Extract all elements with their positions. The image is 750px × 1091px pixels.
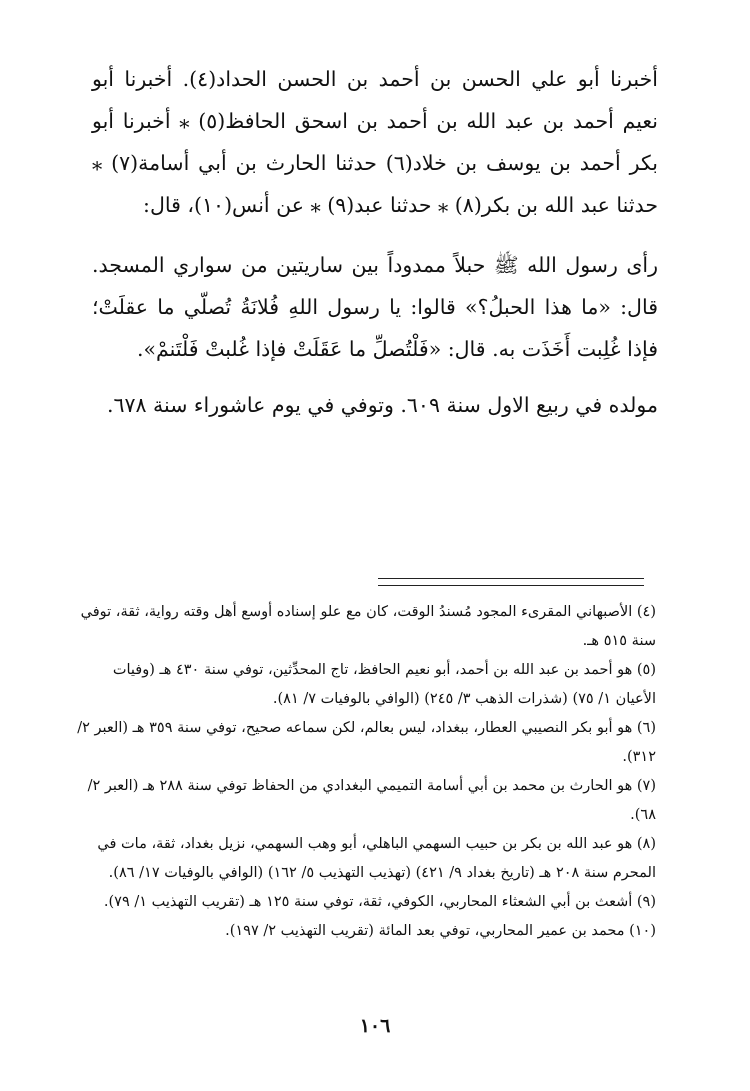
- biography-paragraph: مولده في ربيع الاول سنة ٦٠٩. وتوفي في يوم عاشوراء سنة ٦٧٨.: [106, 393, 658, 417]
- footnote-separator-bottom: [378, 585, 644, 586]
- hadith-paragraph: رأى رسول الله ﷺ حبلاً ممدوداً بين ساريتين من سواري المسجد. قال: «ما هذا الحبلُ؟» قالوا: يا رسول اللهِ فُلانَةُ تُصلّي ما عقلَتْ؛ فإذا غُلِبت أَخَذَت به. قال: «فَلْتُصلِّ ما عَقَلَتْ فإذا غُلبتْ فَلْتَنمْ».: [92, 253, 658, 361]
- page-number: ١٠٦: [359, 1015, 391, 1037]
- footnote-4: (٤) الأصبهاني المقرىء المجود مُسندُ الوقت، كان مع علو إسناده أوسع أهل وقته رواية، ثقة، توفي سنة ٥١٥ هـ.: [80, 604, 656, 649]
- footnote-9: (٩) أشعث بن أبي الشعثاء المحاربي، الكوفي، ثقة، توفي سنة ١٢٥ هـ (تقريب التهذيب ١/ ٧٩).: [103, 894, 656, 910]
- main-text: [92, 58, 658, 426]
- footnote-10: (١٠) محمد بن عمير المحاربي، توفي بعد المائة (تقريب التهذيب ٢/ ١٩٧).: [225, 923, 656, 939]
- footnote-6: (٦) هو أبو بكر النصيبي العطار، ببغداد، ليس بعالم، لكن سماعه صحيح، توفي سنة ٣٥٩ هـ (العبر ٢/ ٣١٢).: [77, 720, 656, 765]
- footnote-7: (٧) هو الحارث بن محمد بن أبي أسامة التميمي البغدادي من الحفاظ توفي سنة ٢٨٨ هـ (العبر ٢/ ٦٨).: [87, 778, 656, 823]
- isnad-paragraph: أخبرنا أبو علي الحسن بن أحمد بن الحسن الحداد(٤). أخبرنا أبو نعيم أحمد بن عبد الله بن أحمد بن اسحق الحافظ(٥) ⁎ أخبرنا أبو بكر أحمد بن يوسف بن خلاد(٦) حدثنا الحارث بن أبي أسامة(٧) ⁎ حدثنا عبد الله بن بكر(٨) ⁎ حدثنا عبد(٩) ⁎ عن أنس(١٠)، قال:: [92, 67, 658, 217]
- footnote-8: (٨) هو عبد الله بن بكر بن حبيب السهمي الباهلي، أبو وهب السهمي، نزيل بغداد، ثقة، مات في المحرم سنة ٢٠٨ هـ (تاريخ بغداد ٩/ ٤٢١) (تهذيب التهذيب ٥/ ١٦٢) (الوافي بالوفيات ١٧/ ٨٦).: [97, 836, 656, 881]
- footnote-separator-top: [378, 578, 644, 579]
- footnotes: [70, 598, 658, 946]
- footnote-5: (٥) هو أحمد بن عبد الله بن أحمد، أبو نعيم الحافظ، تاج المحدِّثين، توفي سنة ٤٣٠ هـ (وفيات الأعيان ١/ ٧٥) (شذرات الذهب ٣/ ٢٤٥) (الوافي بالوفيات ٧/ ٨١).: [112, 662, 656, 707]
